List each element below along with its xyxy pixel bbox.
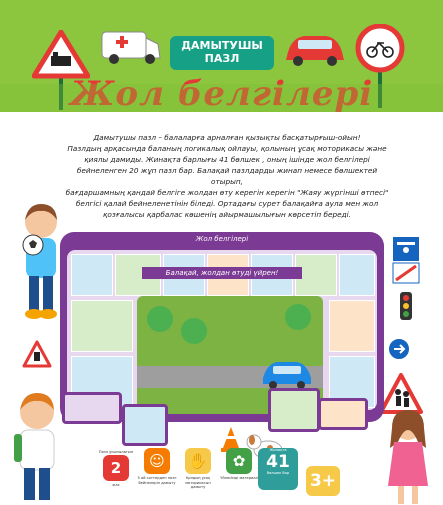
pieces-value: 41 [266, 451, 290, 472]
header-banner [0, 0, 443, 112]
blue-car-icon [259, 356, 313, 390]
red-car-icon [282, 30, 348, 68]
puzzle-tile [339, 254, 375, 296]
boy-with-backpack-illustration [6, 388, 68, 505]
traffic-light-figure-icon [388, 290, 424, 326]
loose-puzzle-piece [318, 398, 368, 430]
hand-icon: ✋ [185, 448, 211, 474]
ambulance-icon [100, 26, 164, 66]
description-line: қиялы дамиды. Жинақта барлығы 41 бөлшек , оның ішінде жол белгілері [84, 155, 370, 164]
pedestrian-zone-sign-icon [392, 236, 420, 284]
train-warning-sign-icon [32, 30, 90, 110]
age-value: 2 [103, 455, 129, 481]
feature-material [219, 448, 259, 481]
age-top-label: Пазл ұсынылатын [98, 450, 134, 454]
description-line: белгісі қалай бейнеленетінін біледі. Ортадағы сурет балақайға аула мен жол [75, 199, 379, 208]
feature-caption: 5 ой сәттерден пазл бейнелерін дамыту [137, 476, 177, 485]
loose-puzzle-piece [268, 388, 320, 432]
badge-line-1: ДАМЫТУШЫ [181, 39, 263, 52]
girl-illustration [378, 406, 438, 505]
loose-puzzle-piece [122, 404, 168, 446]
description-line: бейнеленген 20 жұп пазл бар. Балақай пазлдарды жинап немесе бөлшектей отырып, [76, 166, 378, 186]
feature-age [96, 448, 136, 487]
leaf-icon: ✿ [226, 448, 252, 474]
puzzle-tile [71, 254, 113, 296]
round-blue-sign-icon [386, 336, 412, 362]
feature-pieces [258, 448, 298, 490]
pieces-box [258, 448, 298, 490]
pieces-unit-label: бөлшек бар [266, 470, 290, 475]
board-frame-label: Жол белгілері [195, 235, 249, 243]
description [62, 132, 392, 220]
tree-illustration [181, 318, 207, 344]
feature-caption: Қолдың ұсақ моторикасын дамыту [185, 476, 211, 490]
developing-puzzle-badge [170, 36, 274, 70]
description-line: қозғалысы қарбалас көшенің айырмашылығын көрсетіп береді. [103, 210, 351, 219]
center-scene-label: Балақай, жолдан өтуді үйрен! [142, 267, 302, 279]
tree-illustration [147, 306, 173, 332]
tree-illustration [285, 304, 311, 330]
feature-images [137, 448, 177, 485]
description-line: Пазлдың арқасында баланың логикалық ойлауы, қолының ұсақ моторикасы және [67, 144, 387, 153]
badge-line-2: ПАЗЛ [204, 52, 240, 65]
age-unit-label: жас [112, 482, 120, 487]
description-line: бағдаршамның қандай белгіге жолдан өту керегін керегін "Жаяу жүргіншi өтпесі" [65, 188, 389, 197]
puzzle-tile [71, 300, 133, 352]
age-rating-badge: 3+ [306, 466, 340, 496]
feature-motor-skills [178, 448, 218, 490]
loose-puzzle-piece [62, 392, 122, 424]
puzzle-tile [329, 300, 375, 352]
football-icon [22, 234, 44, 256]
roadwork-sign-icon [22, 340, 52, 368]
description-line: Дамытушы пазл – балаларға арналған қызықты басқатырғыш-ойын! [93, 133, 361, 142]
no-bicycle-sign-icon [352, 24, 408, 108]
puzzle-face-icon: ☺ [144, 448, 170, 474]
pieces-top-label: Жинақта [269, 448, 287, 452]
feature-caption: Үйлесімді материал [220, 476, 258, 480]
page-title: Жол белгілері [69, 74, 374, 114]
